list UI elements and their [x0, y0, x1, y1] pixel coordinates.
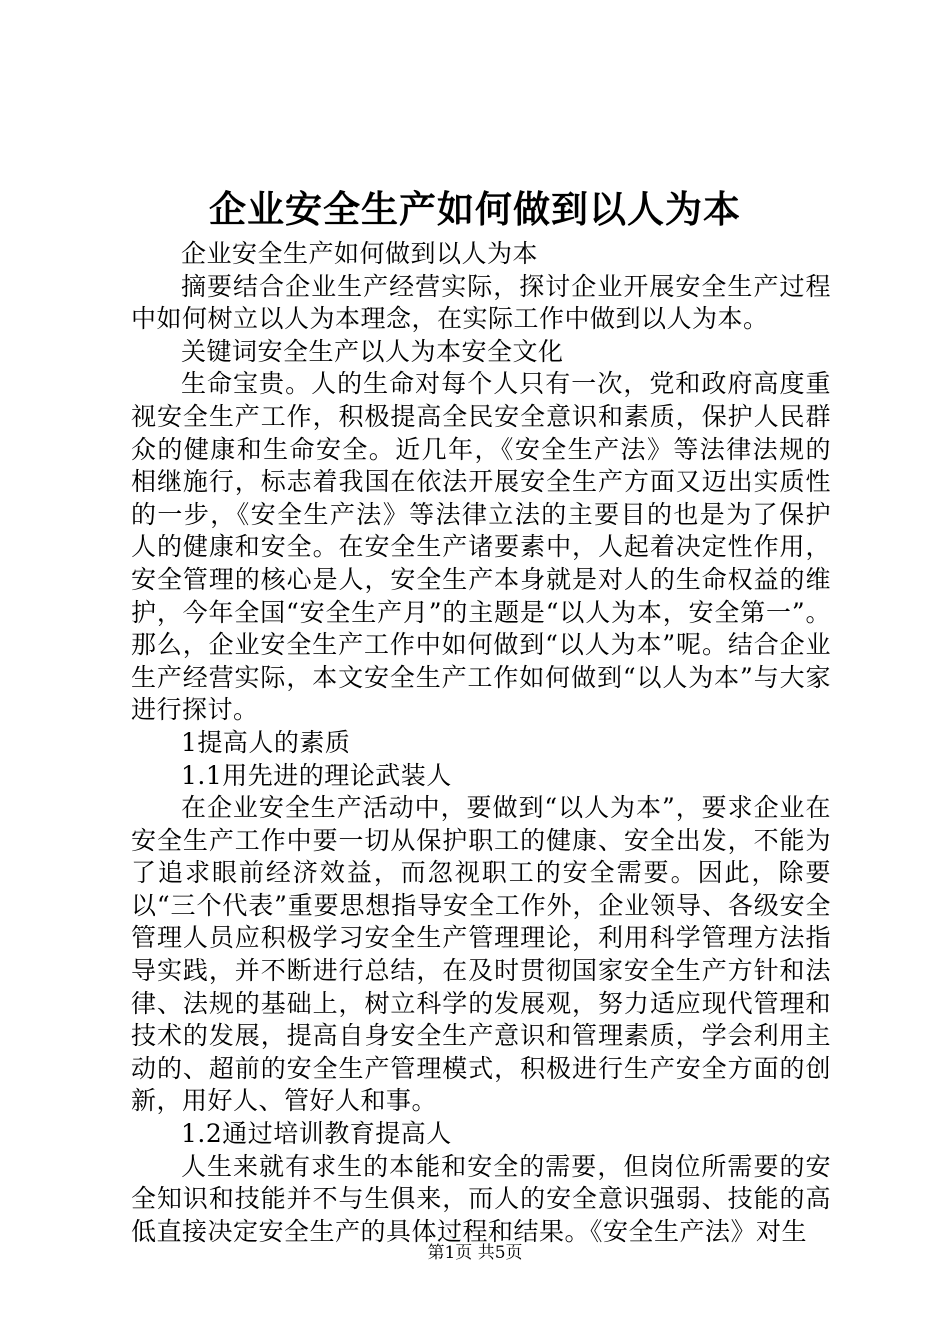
- page-footer: 第1页 共5页: [427, 1243, 523, 1263]
- paragraph-subtitle: 企业安全生产如何做到以人为本: [181, 239, 539, 268]
- section-heading-1-1: 1.1用先进的理论武装人: [181, 760, 452, 790]
- paragraph-abstract: 摘要结合企业生产经营实际，探讨企业开展安全生产过程中如何树立以人为本理念，在实际工作中做到以人为本。: [131, 271, 831, 334]
- paragraph-intro: 生命宝贵。人的生命对每个人只有一次，党和政府高度重视安全生产工作，积极提高全民安全意识和素质，保护人民群众的健康和生命安全。近几年，《安全生产法》等法律法规的相继施行，标志着我国在依法开展安全生产方面又迈出实质性的一步，《安全生产法》等法律立法的主要目的也是为了保护人的健康和安全。在安全生产诸要素中，人起着决定性作用，安全管理的核心是人，安全生产本身就是对人的生命权益的维护，今年全国“安全生产月”的主题是“以人为本，安全第一”。那么，企业安全生产工作中如何做到“以人为本”呢。结合企业生产经营实际，本文安全生产工作如何做到“以人为本”与大家进行探讨。: [131, 369, 831, 725]
- paragraph-section-1-1: 在企业安全生产活动中，要做到“以人为本”，要求企业在安全生产工作中要一切从保护职工的健康、安全出发，不能为了追求眼前经济效益，而忽视职工的安全需要。因此，除要以“三个代表”重要思想指导安全工作外，企业领导、各级安全管理人员应积极学习安全生产管理理论，利用科学管理方法指导实践，并不断进行总结，在及时贯彻国家安全生产方针和法律、法规的基础上，树立科学的发展观，努力适应现代管理和技术的发展，提高自身安全生产意识和管理素质，学会利用主动的、超前的安全生产管理模式，积极进行生产安全方面的创新，用好人、管好人和事。: [131, 793, 831, 1116]
- section-heading-1-2: 1.2通过培训教育提高人: [181, 1119, 452, 1149]
- paragraph-section-1-2: 人生来就有求生的本能和安全的需要，但岗位所需要的安全知识和技能并不与生俱来，而人的安全意识强弱、技能的高低直接决定安全生产的具体过程和结果。《安全生产法》对生: [131, 1151, 831, 1246]
- section-heading-1: 1提高人的素质: [181, 727, 351, 757]
- document-title: 企业安全生产如何做到以人为本: [209, 187, 741, 231]
- document-body: [131, 238, 831, 1248]
- paragraph-keywords: 关键词安全生产以人为本安全文化: [181, 336, 564, 366]
